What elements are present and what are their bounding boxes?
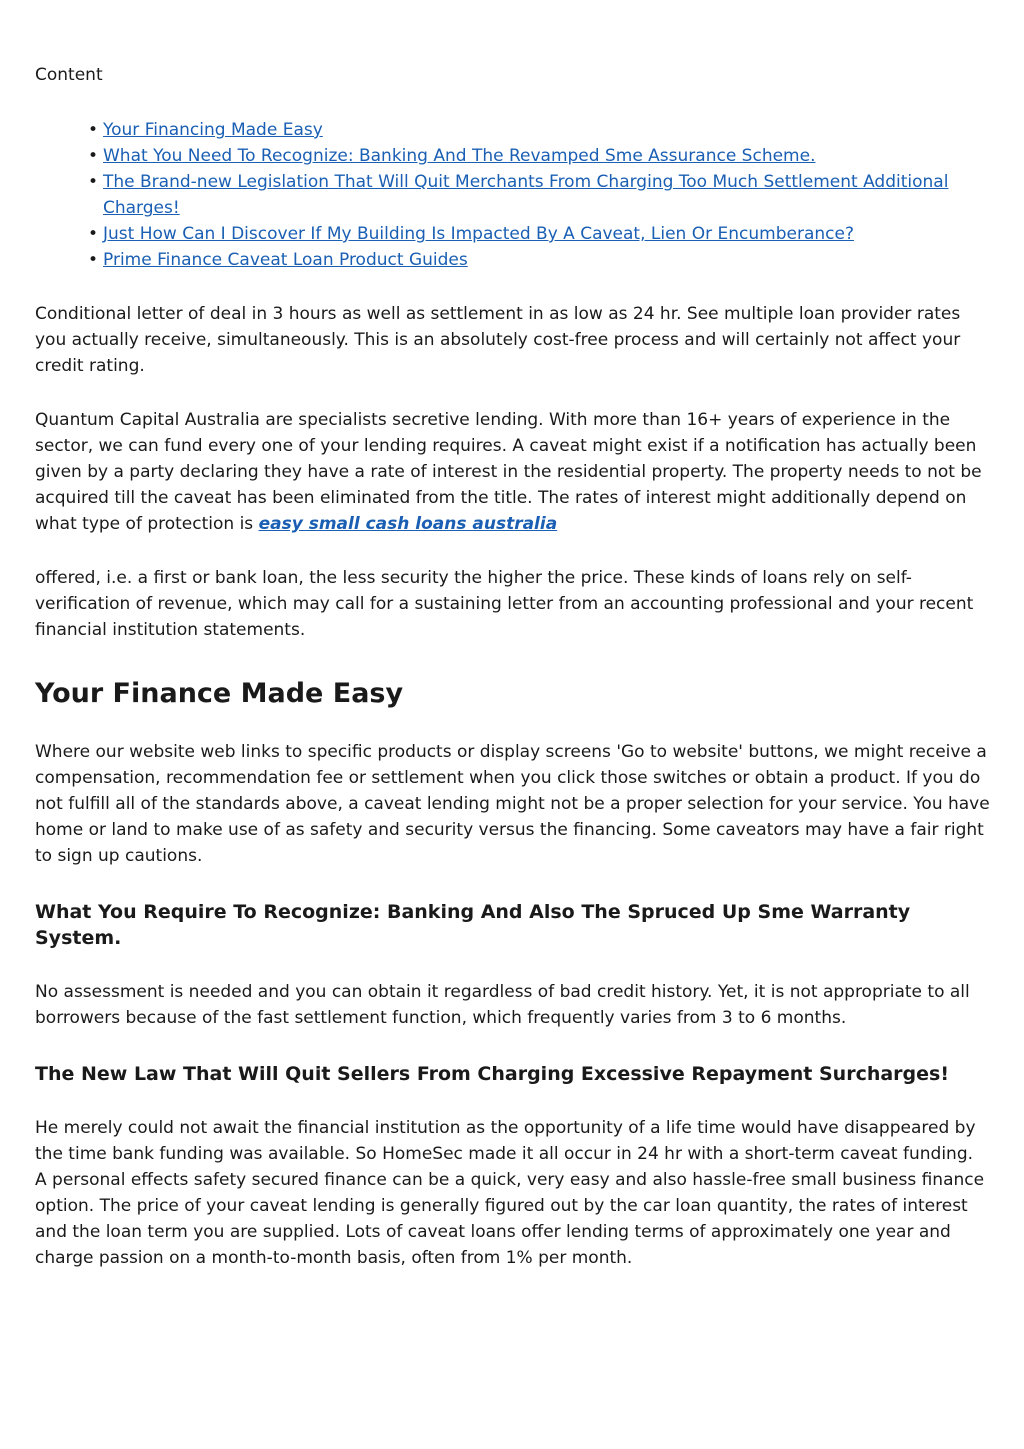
toc-item	[88, 143, 990, 169]
bullet-icon: •	[88, 172, 99, 192]
section-heading-banking-warranty: What You Require To Recognize: Banking And Also The Spruced Up Sme Warranty System.	[35, 901, 911, 949]
section-heading-new-law: The New Law That Will Quit Sellers From Charging Excessive Repayment Surcharges!	[35, 1063, 950, 1085]
bullet-icon: •	[88, 120, 99, 140]
toc-link-caveat-lien[interactable]: Just How Can I Discover If My Building Is Impacted By A Caveat, Lien Or Encumberance?	[103, 224, 854, 244]
bullet-icon: •	[88, 146, 99, 166]
intro-paragraph-2-text: Quantum Capital Australia are specialists secretive lending. With more than 16+ years of experience in the sector, we can fund every one of your lending requires. A caveat might exist if a notification has actually been given by a party declaring they have a rate of interest in the residential property. The property needs to not be acquired till the caveat has been eliminated from the title. The rates of interest might additionally depend on what type of protection is	[35, 410, 982, 534]
intro-paragraph-3: offered, i.e. a first or bank loan, the less security the higher the price. These kinds of loans rely on self-verification of revenue, which may call for a sustaining letter from an accounting professional and your recent financial institution statements.	[35, 568, 974, 640]
toc-item	[88, 221, 990, 247]
toc-link-new-legislation[interactable]: The Brand-new Legislation That Will Quit Merchants From Charging Too Much Settlement Additional Charges!	[103, 172, 949, 218]
toc-link-product-guides[interactable]: Prime Finance Caveat Loan Product Guides	[103, 250, 468, 270]
section-1-body: Where our website web links to specific products or display screens 'Go to website' buttons, we might receive a compensation, recommendation fee or settlement when you click those switches or obtain a product. If you do not fulfill all of the standards above, a caveat lending might not be a proper selection for your service. You have home or land to make use of as safety and security versus the financing. Some caveators may have a fair right to sign up cautions.	[35, 742, 990, 866]
bullet-icon: •	[88, 250, 99, 270]
document-page	[35, 62, 990, 1271]
table-of-contents	[35, 117, 990, 273]
section-2-body: No assessment is needed and you can obtain it regardless of bad credit history. Yet, it is not appropriate to all borrowers because of the fast settlement function, which frequently varies from 3 to 6 months.	[35, 982, 970, 1028]
section-3-body: He merely could not await the financial institution as the opportunity of a life time would have disappeared by the time bank funding was available. So HomeSec made it all occur in 24 hr with a short-term caveat funding. A personal effects safety secured finance can be a quick, very easy and also hassle-free small business finance option. The price of your caveat lending is generally figured out by the car loan quantity, the rates of interest and the loan term you are supplied. Lots of caveat loans offer lending terms of approximately one year and charge passion on a month-to-month basis, often from 1% per month.	[35, 1118, 985, 1268]
toc-link-financing-made-easy[interactable]: Your Financing Made Easy	[103, 120, 323, 140]
toc-title: Content	[35, 65, 103, 85]
toc-item	[88, 117, 990, 143]
section-heading-finance-made-easy: Your Finance Made Easy	[35, 678, 404, 709]
toc-link-banking-sme-scheme[interactable]: What You Need To Recognize: Banking And The Revamped Sme Assurance Scheme.	[103, 146, 816, 166]
bullet-icon: •	[88, 224, 99, 244]
intro-paragraph-2	[35, 407, 990, 537]
toc-item	[88, 169, 990, 221]
inline-loan-link[interactable]: easy small cash loans australia	[258, 514, 558, 534]
toc-item	[88, 247, 990, 273]
intro-paragraph-1: Conditional letter of deal in 3 hours as well as settlement in as low as 24 hr. See multiple loan provider rates you actually receive, simultaneously. This is an absolutely cost-free process and will certainly not affect your credit rating.	[35, 304, 961, 376]
